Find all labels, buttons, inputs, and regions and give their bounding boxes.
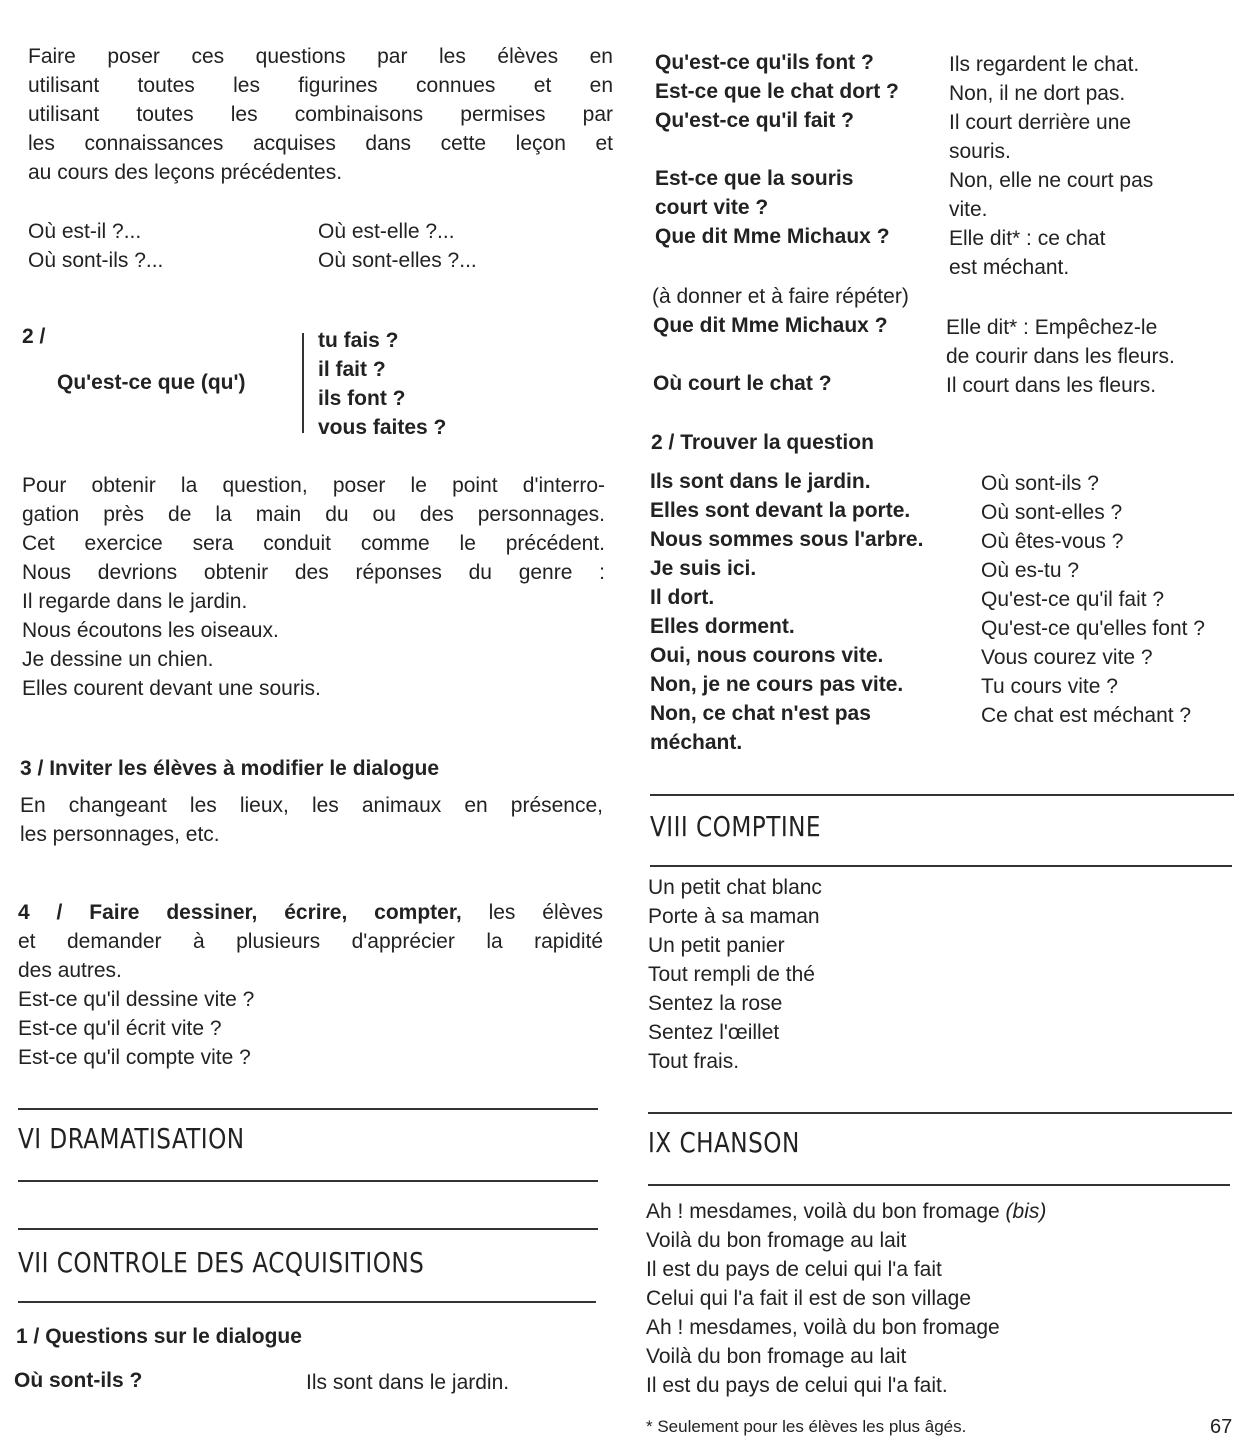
text-line: les connaissances acquises dans cette leçon et: [28, 132, 613, 155]
text-line: des autres.: [18, 959, 122, 982]
answer-text: est méchant.: [949, 256, 1070, 279]
qa2-questions: [653, 311, 888, 398]
question-text: court vite ?: [655, 196, 769, 219]
question-text: Tu cours vite ?: [981, 675, 1118, 698]
section-rule: [18, 1228, 598, 1230]
question-text: Où sont-elles ?: [981, 501, 1123, 524]
statement-text: Non, je ne cours pas vite.: [650, 673, 904, 696]
verse-line: Voilà du bon fromage au lait: [646, 1345, 907, 1368]
text-line: Pour obtenir la question, poser le point d'interro-: [22, 474, 605, 497]
verse-line: [646, 1197, 1046, 1226]
text-line: les personnages, etc.: [20, 823, 220, 846]
exercise-2-paragraph: [22, 471, 605, 703]
comptine-verses: [648, 873, 822, 1076]
question-text: Est-ce que le chat dort ?: [655, 80, 899, 103]
bis-marker: (bis): [1005, 1200, 1047, 1223]
section-rule: [648, 1184, 1230, 1186]
subsection-2-heading: [651, 428, 874, 457]
brace-divider: [302, 333, 304, 433]
verse-line: Il est du pays de celui qui l'a fait: [646, 1258, 942, 1281]
statement-text: Non, ce chat n'est pas: [650, 702, 871, 725]
exercise-4-heading: [18, 898, 603, 927]
question-text: Qu'est-ce qu'elles font ?: [981, 617, 1205, 640]
text-line: Elles courent devant une souris.: [22, 677, 321, 700]
text-line: Est-ce qu'il dessine vite ?: [18, 988, 255, 1011]
text-line: Où sont-ils ?...: [28, 249, 164, 272]
exercise-3-heading: [20, 754, 439, 783]
statement-text: méchant.: [650, 731, 743, 754]
text-line: gation près de la main du ou des personnages.: [22, 503, 605, 526]
question-text: Où es-tu ?: [981, 559, 1080, 582]
exercise-4-rest: les élèves: [488, 901, 603, 924]
verse-line: Un petit panier: [648, 934, 785, 957]
verse-line: Tout rempli de thé: [648, 963, 815, 986]
statement-text: Nous sommes sous l'arbre.: [650, 528, 924, 551]
question-text: Que dit Mme Michaux ?: [655, 225, 890, 248]
exercise-2-number: 2 /: [22, 325, 46, 348]
where-questions-col2: [318, 217, 477, 275]
answer-text: Elle dit* : ce chat: [949, 227, 1106, 250]
statement-text: Je suis ici.: [650, 557, 757, 580]
question-text: Où sont-ils ?: [14, 1369, 143, 1392]
section-rule: [18, 1180, 598, 1182]
subsection-1-heading: [16, 1322, 302, 1351]
question-text: Où êtes-vous ?: [981, 530, 1124, 553]
answer-text: souris.: [949, 140, 1011, 163]
text-line: Est-ce qu'il compte vite ?: [18, 1046, 251, 1069]
subsection-2-number: 2 /: [651, 431, 675, 454]
section-rule: [18, 1108, 598, 1110]
text-line: Faire poser ces questions par les élèves en: [28, 45, 613, 68]
question-text: Qu'est-ce qu'il fait ?: [981, 588, 1165, 611]
qa-questions: [655, 48, 899, 251]
text-line: En changeant les lieux, les animaux en présence,: [20, 794, 603, 817]
statement-text: Il dort.: [650, 586, 715, 609]
exercise-3-number: 3 /: [20, 757, 44, 780]
exercise-2-stem: Qu'est-ce que (qu'): [57, 371, 246, 394]
section-rule: [648, 1112, 1232, 1114]
subsection-1-title: Questions sur le dialogue: [45, 1325, 302, 1348]
verse-text: Ah ! mesdames, voilà du bon fromage: [646, 1200, 1000, 1223]
question-text: Vous courez vite ?: [981, 646, 1153, 669]
exercise-2-forms: [318, 326, 446, 442]
verse-line: Sentez l'œillet: [648, 1021, 780, 1044]
question-text: Qu'est-ce qu'ils font ?: [655, 51, 874, 74]
verse-line: Sentez la rose: [648, 992, 783, 1015]
text-line: Cet exercice sera conduit comme le précédent.: [22, 532, 605, 555]
statement-text: Oui, nous courons vite.: [650, 644, 884, 667]
verse-line: Ah ! mesdames, voilà du bon fromage: [646, 1316, 1000, 1339]
qa-answers: [949, 50, 1153, 282]
chanson-verses: [646, 1197, 1046, 1400]
text-line: Où sont-elles ?...: [318, 249, 477, 272]
answer-text: Il court dans les fleurs.: [946, 374, 1157, 397]
section-heading-ix: IX CHANSON: [648, 1126, 800, 1159]
section-heading-vi: VI DRAMATISATION: [18, 1122, 245, 1155]
statement-text: Elles sont devant la porte.: [650, 499, 911, 522]
answer-text: Ils sont dans le jardin.: [306, 1371, 510, 1394]
answer-text: Elle dit* : Empêchez-le: [946, 316, 1158, 339]
text-line: au cours des leçons précédentes.: [28, 161, 343, 184]
question-text: Est-ce que la souris: [655, 167, 854, 190]
question-text: Où court le chat ?: [653, 372, 832, 395]
verb-form: tu fais ?: [318, 329, 399, 352]
section-heading-vii: VII CONTROLE DES ACQUISITIONS: [18, 1246, 425, 1279]
answer-text: Ils regardent le chat.: [949, 53, 1140, 76]
verse-line: Il est du pays de celui qui l'a fait.: [646, 1374, 948, 1397]
text-line: Nous écoutons les oiseaux.: [22, 619, 279, 642]
section-heading-viii: VIII COMPTINE: [650, 810, 822, 843]
verse-line: Voilà du bon fromage au lait: [646, 1229, 907, 1252]
section-rule: [18, 1301, 596, 1303]
page-number: 67: [1210, 1416, 1233, 1438]
text-line: Est-ce qu'il écrit vite ?: [18, 1017, 222, 1040]
subsection-2-title: Trouver la question: [680, 431, 874, 454]
question-text: Où sont-ils ?: [981, 472, 1099, 495]
text-line: Où est-elle ?...: [318, 220, 455, 243]
statement-text: Ils sont dans le jardin.: [650, 470, 871, 493]
verse-line: Tout frais.: [648, 1050, 740, 1073]
find-statements: [650, 467, 923, 757]
question-text: Ce chat est méchant ?: [981, 704, 1192, 727]
exercise-4-text: [18, 898, 603, 1072]
section-rule: [650, 794, 1234, 796]
verb-form: il fait ?: [318, 358, 386, 381]
answer-text: Non, elle ne court pas: [949, 169, 1154, 192]
find-questions: [981, 469, 1205, 730]
text-line: et demander à plusieurs d'apprécier la rapidité: [18, 930, 603, 953]
statement-text: Elles dorment.: [650, 615, 795, 638]
verb-form: vous faites ?: [318, 416, 447, 439]
verse-line: Celui qui l'a fait il est de son village: [646, 1287, 972, 1310]
section-rule: [650, 865, 1232, 867]
answer-text: de courir dans les fleurs.: [946, 345, 1175, 368]
text-line: utilisant toutes les combinaisons permises par: [28, 103, 613, 126]
text-line: Je dessine un chien.: [22, 648, 214, 671]
repeat-note: (à donner et à faire répéter): [652, 285, 909, 308]
verse-line: Un petit chat blanc: [648, 876, 822, 899]
verb-form: ils font ?: [318, 387, 406, 410]
question-text: Que dit Mme Michaux ?: [653, 314, 888, 337]
exercise-3-text: [20, 791, 603, 849]
text-line: Il regarde dans le jardin.: [22, 590, 248, 613]
exercise-4-title: Faire dessiner, écrire, compter,: [89, 901, 462, 924]
exercise-3-title: Inviter les élèves à modifier le dialogue: [49, 757, 440, 780]
text-line: Où est-il ?...: [28, 220, 142, 243]
intro-paragraph: [28, 42, 613, 187]
footnote: * Seulement pour les élèves les plus âgés.: [646, 1417, 967, 1436]
where-questions-col1: [28, 217, 163, 275]
answer-text: Non, il ne dort pas.: [949, 82, 1126, 105]
verse-line: Porte à sa maman: [648, 905, 820, 928]
text-line: utilisant toutes les figurines connues et en: [28, 74, 613, 97]
subsection-1-number: 1 /: [16, 1325, 40, 1348]
answer-text: vite.: [949, 198, 988, 221]
question-text: Qu'est-ce qu'il fait ?: [655, 109, 855, 132]
exercise-4-number: 4 /: [18, 901, 63, 924]
qa2-answers: [946, 313, 1175, 400]
answer-text: Il court derrière une: [949, 111, 1132, 134]
text-line: Nous devrions obtenir des réponses du genre :: [22, 561, 605, 584]
